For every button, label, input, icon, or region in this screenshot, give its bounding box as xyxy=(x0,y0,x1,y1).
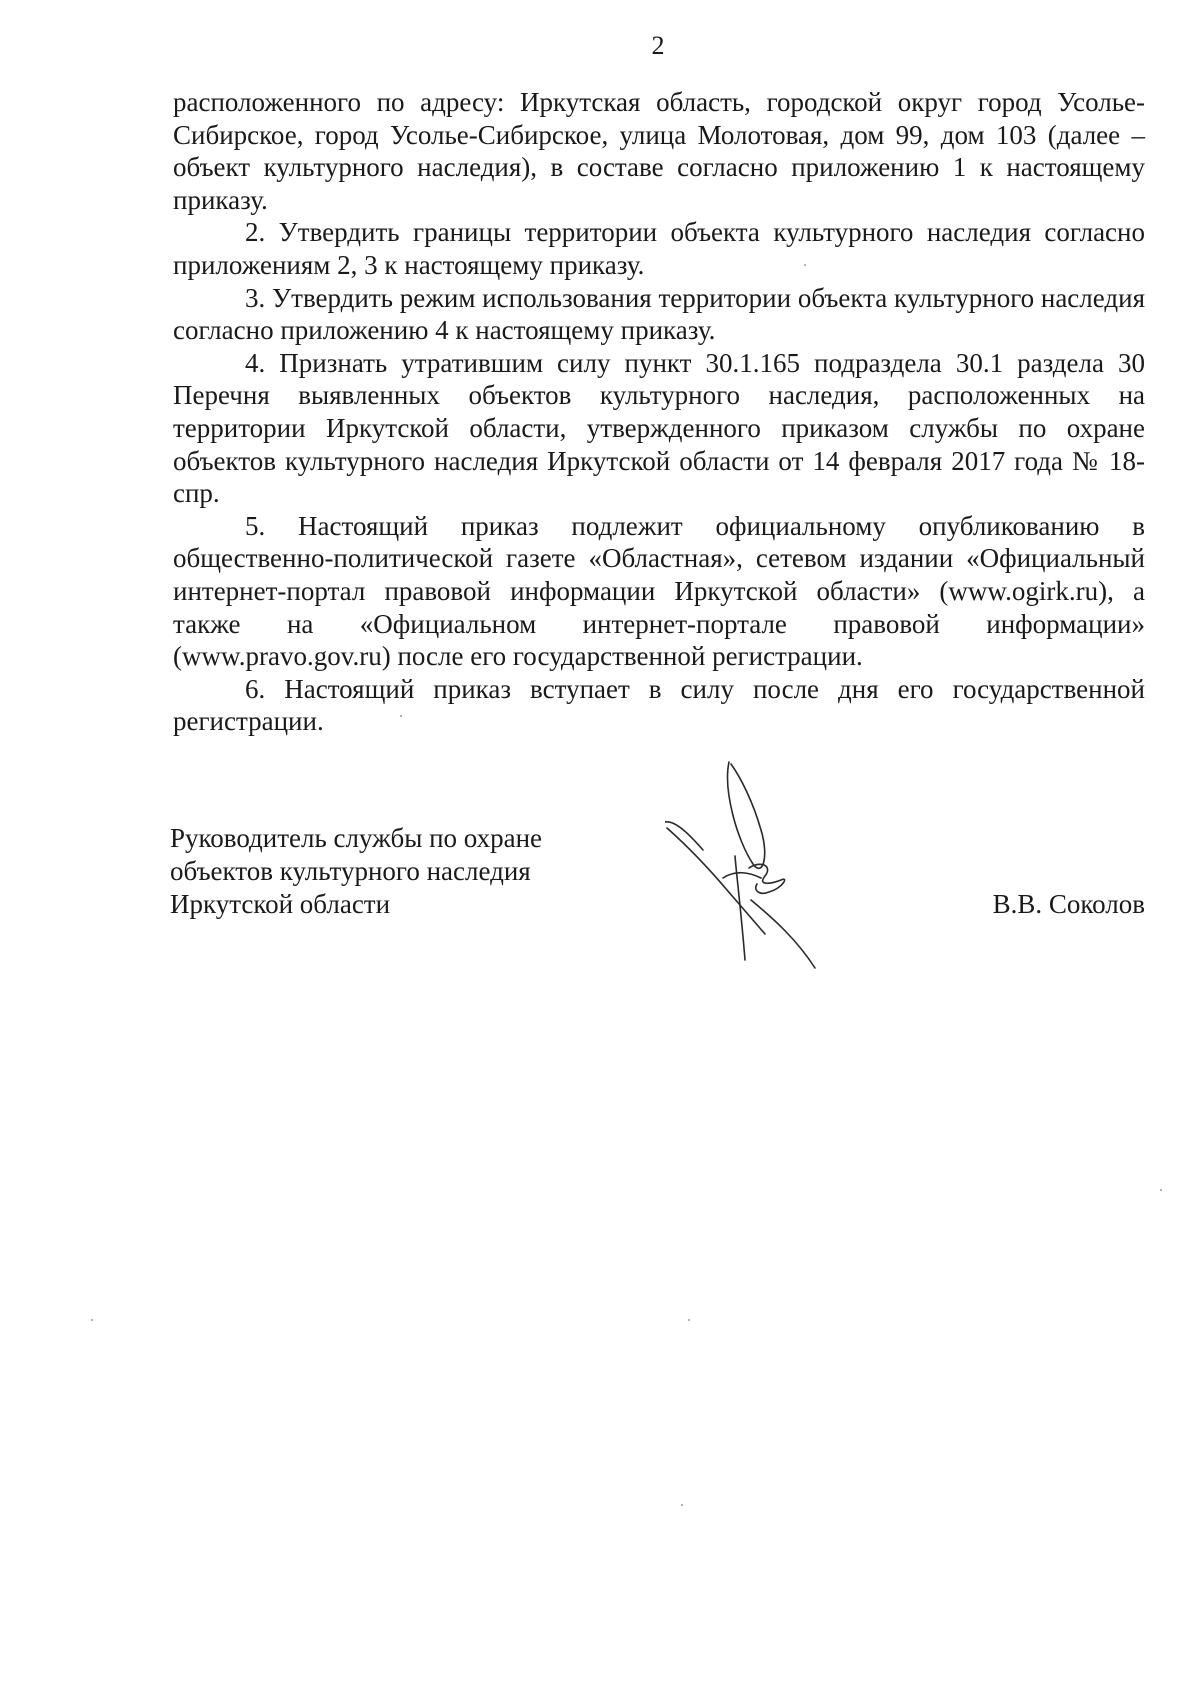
scan-speck xyxy=(1160,1189,1162,1191)
scan-speck xyxy=(681,1504,683,1506)
handwritten-signature xyxy=(665,760,845,970)
page-number: 2 xyxy=(651,31,665,60)
paragraph-item-4: 4. Признать утратившим силу пункт 30.1.165 подраздела 30.1 раздела 30 Перечня выявленных объектов культурного наследия, расположенных на территории Иркутской области, утвержденного приказом службы по охране объектов культурного наследия Иркутской области от 14 февраля 2017 года № 18-спр. xyxy=(173,347,1145,509)
paragraph-item-5: 5. Настоящий приказ подлежит официальному опубликованию в общественно-политической газете «Областная», сетевом издании «Официальный интернет-портал правовой информации Иркутской области» (www.ogirk.ru), а также на «Официальном интернет-портале правовой информации» (www.pravo.gov.ru) после его государственной регистрации. xyxy=(173,510,1145,672)
signer-position-line: Руководитель службы по охране xyxy=(170,823,543,853)
paragraph-item-2: 2. Утвердить границы территории объекта культурного наследия согласно приложениям 2, 3 к настоящему приказу. xyxy=(173,217,1145,280)
paragraph-item-6: 6. Настоящий приказ вступает в силу после дня его государственной регистрации. xyxy=(173,673,1145,737)
signer-name: В.В. Соколов xyxy=(992,889,1145,919)
signer-position xyxy=(170,822,542,921)
scan-speck xyxy=(688,1319,690,1321)
paragraph-item-3: 3. Утвердить режим использования территории объекта культурного наследия согласно приложению 4 к настоящему приказу. xyxy=(173,282,1145,346)
scan-speck xyxy=(91,1319,93,1321)
document-body xyxy=(173,86,1145,738)
paragraph-continuation: расположенного по адресу: Иркутская область, городской округ город Усолье-Сибирское, город Усолье-Сибирское, улица Молотовая, дом 99, дом 103 (далее – объект культурного наследия), в составе согласно приложению 1 к настоящему приказу. xyxy=(173,87,1145,215)
signer-position-line: объектов культурного наследия xyxy=(170,856,531,886)
scan-speck xyxy=(804,264,806,266)
signer-position-line: Иркутской области xyxy=(170,889,391,919)
scan-speck xyxy=(400,715,402,717)
